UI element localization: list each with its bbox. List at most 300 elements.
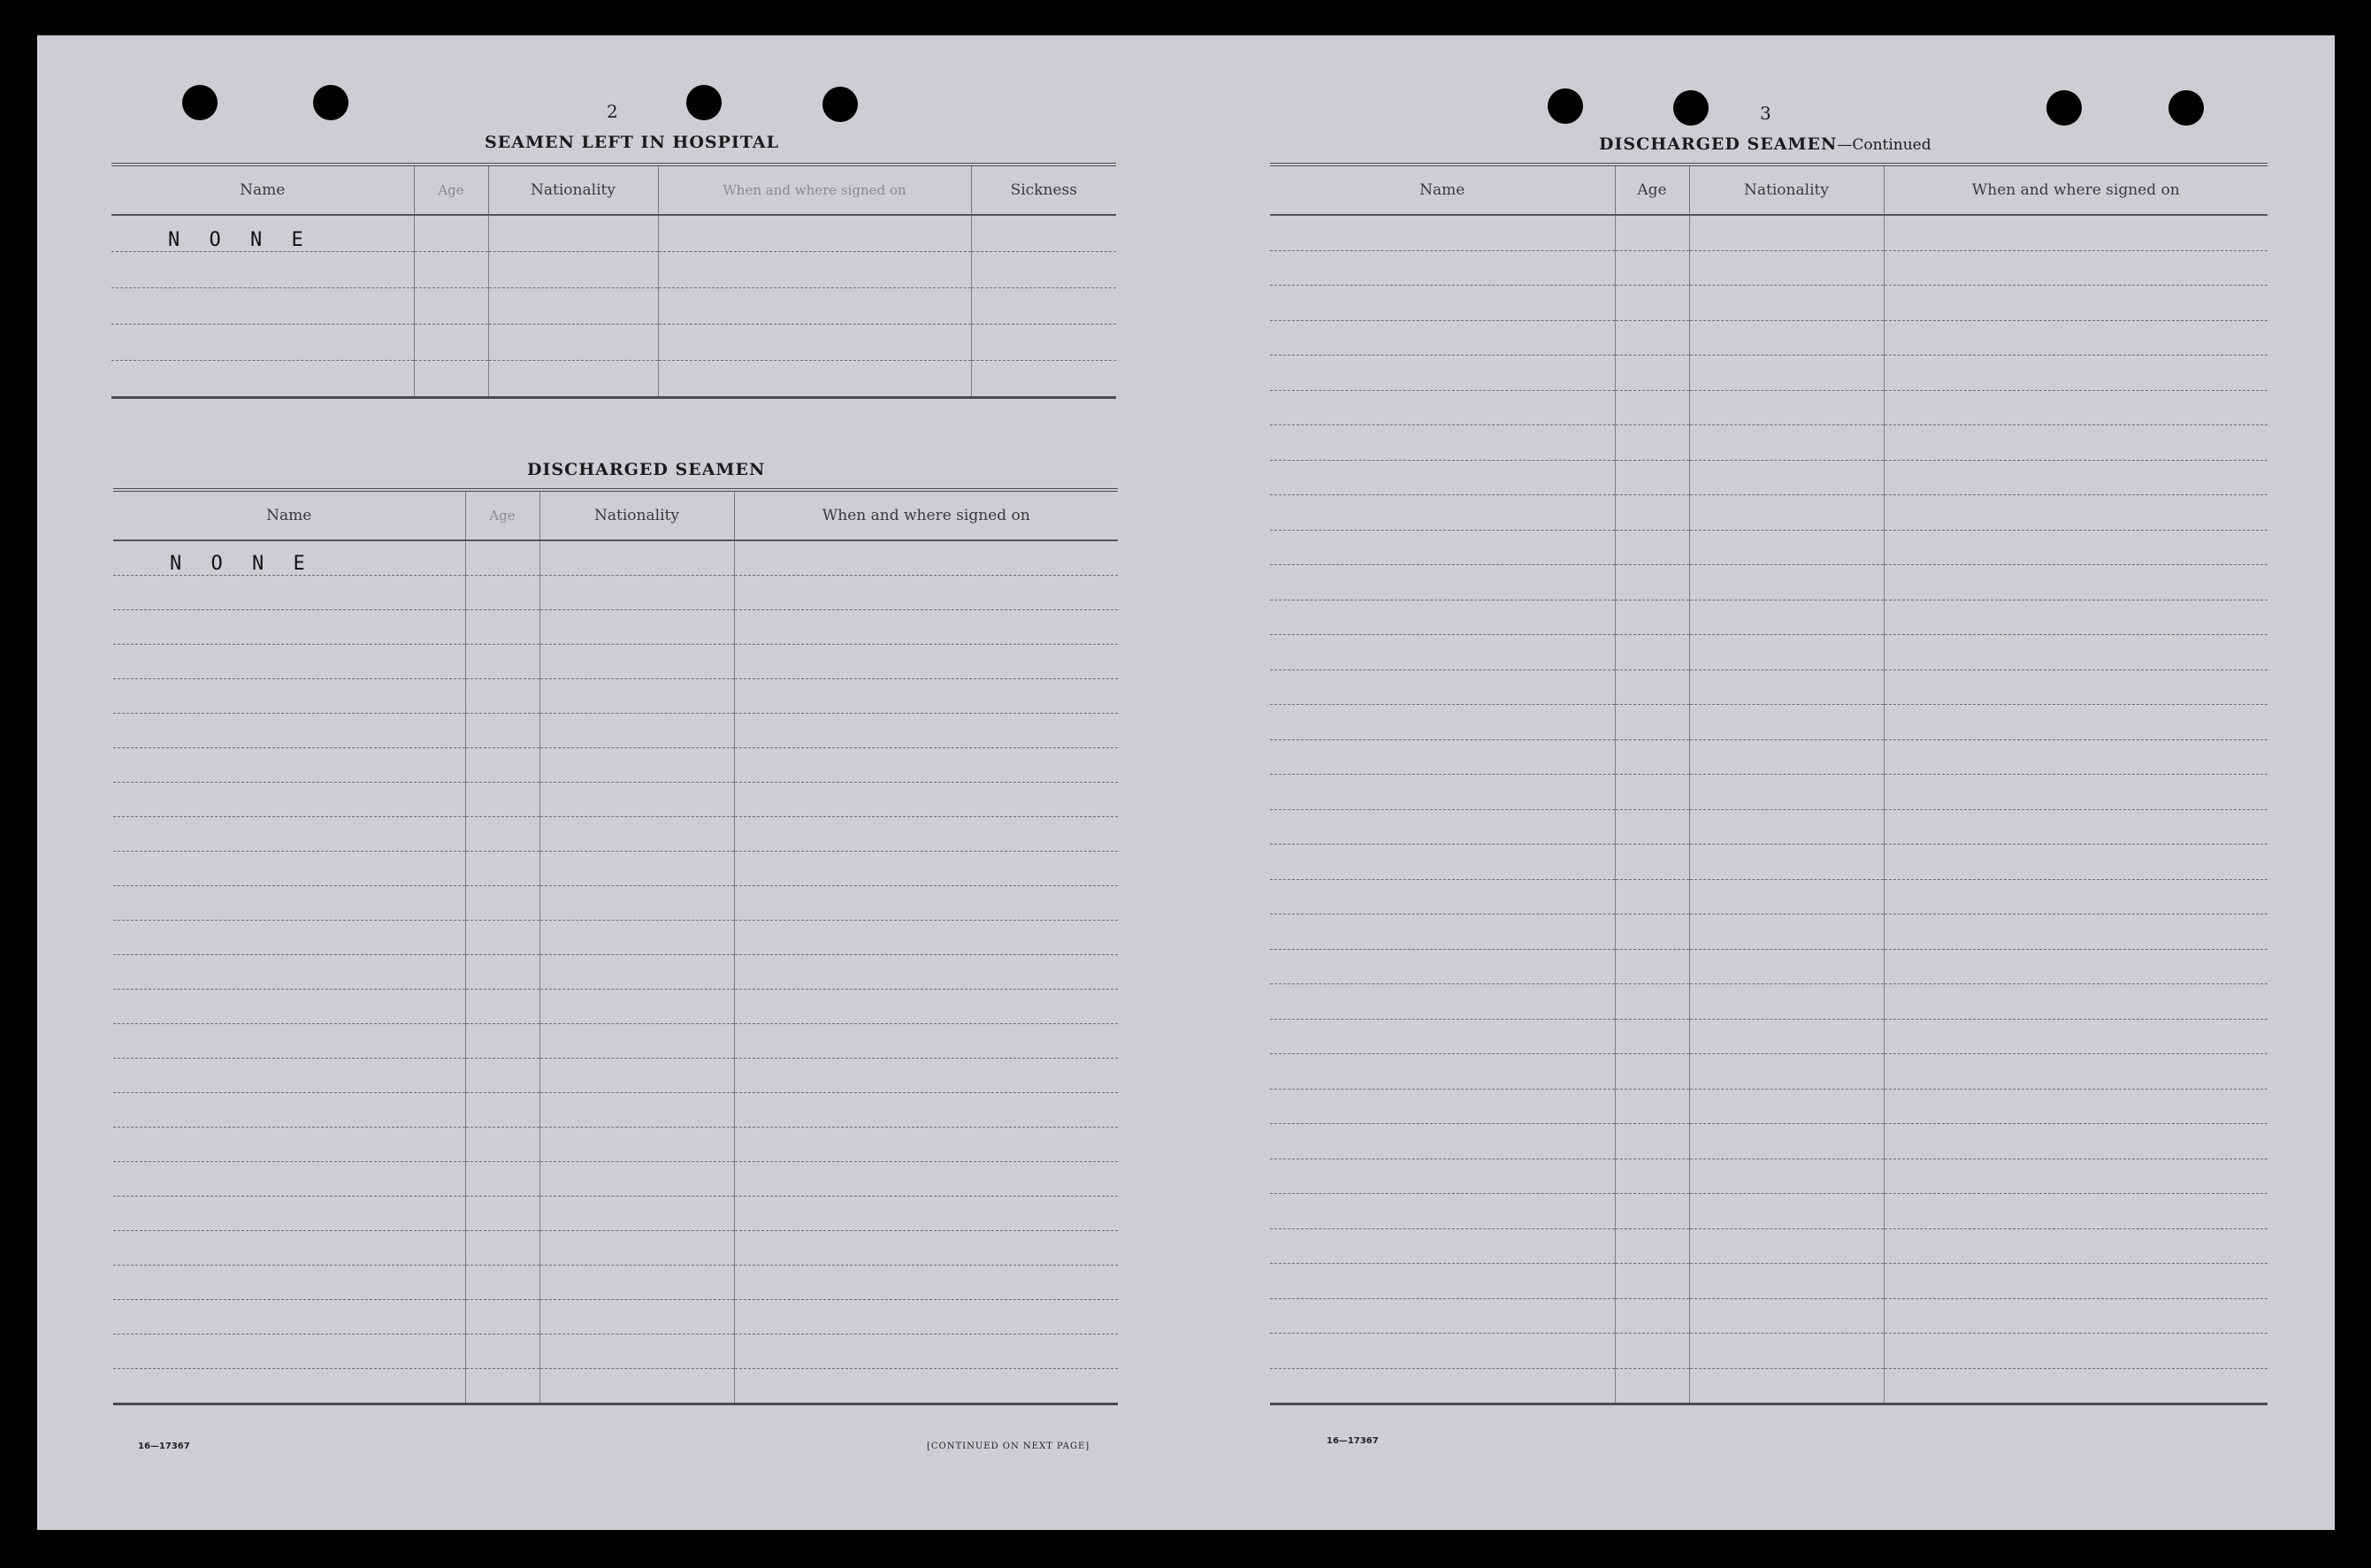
table-cell[interactable] xyxy=(1270,809,1615,845)
table-cell[interactable] xyxy=(1689,1159,1884,1194)
table-cell[interactable] xyxy=(465,1266,539,1300)
table-cell[interactable] xyxy=(539,783,734,817)
table-cell[interactable] xyxy=(1884,286,2268,321)
table-cell[interactable] xyxy=(113,852,465,886)
table-cell[interactable] xyxy=(1615,879,1689,914)
table-cell[interactable] xyxy=(465,610,539,645)
table-row xyxy=(113,1369,1118,1404)
table-cell[interactable] xyxy=(1615,705,1689,740)
table-cell[interactable] xyxy=(1615,460,1689,495)
table-cell[interactable] xyxy=(1270,879,1615,914)
table-cell[interactable] xyxy=(539,1369,734,1404)
table-cell[interactable] xyxy=(1884,1334,2268,1369)
table-row xyxy=(1270,390,2268,425)
table-cell[interactable] xyxy=(734,1059,1118,1093)
table-cell[interactable] xyxy=(539,1300,734,1335)
table-cell[interactable] xyxy=(488,252,658,288)
table-cell[interactable] xyxy=(1615,984,1689,1020)
table-cell[interactable] xyxy=(113,1231,465,1266)
table-cell[interactable] xyxy=(539,1162,734,1197)
table-cell[interactable] xyxy=(1270,1124,1615,1159)
table-cell[interactable] xyxy=(1270,1368,1615,1404)
table-cell[interactable] xyxy=(1615,669,1689,705)
table-cell[interactable] xyxy=(1270,1159,1615,1194)
table-cell[interactable] xyxy=(1615,1298,1689,1334)
table-cell[interactable] xyxy=(465,1093,539,1128)
table-cell[interactable] xyxy=(1270,1089,1615,1124)
table-cell[interactable] xyxy=(1615,600,1689,635)
table-cell[interactable] xyxy=(111,361,414,398)
table-cell[interactable] xyxy=(1884,705,2268,740)
table-row xyxy=(1270,250,2268,286)
table-cell[interactable] xyxy=(1270,984,1615,1020)
table-cell[interactable] xyxy=(734,610,1118,645)
discharged-table-right xyxy=(1270,163,2268,1405)
table-cell[interactable] xyxy=(465,817,539,852)
table-cell[interactable] xyxy=(1689,1019,1884,1054)
table-cell[interactable] xyxy=(971,252,1116,288)
table-cell[interactable] xyxy=(1884,879,2268,914)
table-cell[interactable] xyxy=(414,252,488,288)
table-cell[interactable] xyxy=(1615,495,1689,531)
table-cell[interactable] xyxy=(113,955,465,990)
table-cell[interactable] xyxy=(1884,1264,2268,1299)
table-cell[interactable] xyxy=(539,1197,734,1231)
table-row xyxy=(1270,984,2268,1020)
table-cell[interactable] xyxy=(734,1197,1118,1231)
table-cell[interactable] xyxy=(734,955,1118,990)
table-cell[interactable] xyxy=(1689,1298,1884,1334)
table-cell[interactable] xyxy=(1615,1334,1689,1369)
table-cell[interactable] xyxy=(539,714,734,748)
table-row xyxy=(1270,1194,2268,1229)
table-cell[interactable] xyxy=(1615,1089,1689,1124)
table-row xyxy=(111,288,1116,325)
table-cell[interactable] xyxy=(1270,949,1615,984)
table-cell[interactable] xyxy=(111,325,414,361)
table-cell[interactable] xyxy=(1270,739,1615,775)
table-cell[interactable] xyxy=(1689,914,1884,950)
table-cell[interactable] xyxy=(1884,809,2268,845)
table-cell[interactable] xyxy=(1689,1334,1884,1369)
table-cell[interactable] xyxy=(1270,250,1615,286)
table-cell[interactable] xyxy=(1884,949,2268,984)
table-cell[interactable] xyxy=(113,714,465,748)
table-cell[interactable] xyxy=(113,1266,465,1300)
table-cell[interactable] xyxy=(1615,914,1689,950)
table-cell[interactable] xyxy=(465,990,539,1024)
table-cell[interactable] xyxy=(1270,1298,1615,1334)
table-cell[interactable] xyxy=(1270,286,1615,321)
table-cell[interactable] xyxy=(539,748,734,783)
table-cell[interactable] xyxy=(734,852,1118,886)
table-row xyxy=(1270,845,2268,880)
table-cell[interactable] xyxy=(465,1300,539,1335)
table-cell[interactable] xyxy=(734,990,1118,1024)
table-row xyxy=(113,1024,1118,1059)
table-cell[interactable] xyxy=(658,252,971,288)
table-row xyxy=(113,1266,1118,1300)
table-row xyxy=(113,1059,1118,1093)
table-cell[interactable] xyxy=(1270,1264,1615,1299)
table-cell[interactable] xyxy=(734,886,1118,921)
table-cell[interactable] xyxy=(113,1369,465,1404)
table-cell[interactable] xyxy=(113,610,465,645)
table-cell[interactable] xyxy=(1270,1054,1615,1090)
table-row xyxy=(113,817,1118,852)
table-cell[interactable] xyxy=(734,576,1118,610)
table-cell[interactable] xyxy=(1884,1124,2268,1159)
table-cell[interactable] xyxy=(734,783,1118,817)
table-cell[interactable] xyxy=(1615,286,1689,321)
table-cell[interactable] xyxy=(734,540,1118,576)
table-cell[interactable] xyxy=(1884,984,2268,1020)
table-cell[interactable] xyxy=(1615,425,1689,461)
table-cell[interactable] xyxy=(1689,775,1884,810)
table-cell[interactable] xyxy=(734,748,1118,783)
table-row xyxy=(1270,356,2268,391)
table-cell[interactable] xyxy=(1884,250,2268,286)
table-cell[interactable] xyxy=(1884,1089,2268,1124)
table-cell[interactable] xyxy=(1689,460,1884,495)
table-row xyxy=(1270,775,2268,810)
table-cell[interactable] xyxy=(1270,460,1615,495)
table-cell[interactable] xyxy=(414,215,488,252)
table-cell[interactable] xyxy=(734,1162,1118,1197)
table-cell[interactable] xyxy=(1689,1089,1884,1124)
table-cell[interactable] xyxy=(465,1059,539,1093)
table-cell[interactable] xyxy=(539,1059,734,1093)
table-cell[interactable] xyxy=(1884,215,2268,250)
table-cell[interactable] xyxy=(539,540,734,576)
table-cell[interactable] xyxy=(113,1162,465,1197)
column-header: Age xyxy=(414,164,488,215)
table-row xyxy=(1270,1368,2268,1404)
table-cell[interactable] xyxy=(1884,460,2268,495)
table-cell[interactable] xyxy=(1270,425,1615,461)
table-cell[interactable] xyxy=(1689,215,1884,250)
table-cell[interactable] xyxy=(1270,1194,1615,1229)
table-row xyxy=(1270,1054,2268,1090)
table-cell[interactable] xyxy=(1884,775,2268,810)
table-cell[interactable] xyxy=(734,1128,1118,1162)
table-cell[interactable] xyxy=(1884,914,2268,950)
table-cell[interactable] xyxy=(1689,705,1884,740)
table-cell[interactable] xyxy=(113,886,465,921)
table-cell[interactable] xyxy=(465,921,539,955)
table-cell[interactable] xyxy=(113,679,465,714)
table-cell[interactable] xyxy=(1689,1054,1884,1090)
table-cell[interactable] xyxy=(113,1093,465,1128)
table-row xyxy=(113,1128,1118,1162)
page-right xyxy=(1187,35,2335,1530)
table-cell[interactable] xyxy=(1689,286,1884,321)
table-cell[interactable] xyxy=(1615,1368,1689,1404)
table-cell[interactable] xyxy=(539,1128,734,1162)
table-cell[interactable] xyxy=(465,1197,539,1231)
table-cell[interactable] xyxy=(465,1335,539,1369)
table-cell[interactable] xyxy=(1615,390,1689,425)
table-cell[interactable] xyxy=(1270,635,1615,670)
table-cell[interactable] xyxy=(113,748,465,783)
table-cell[interactable] xyxy=(734,1335,1118,1369)
table-cell[interactable] xyxy=(1689,425,1884,461)
table-cell[interactable] xyxy=(1884,530,2268,565)
table-cell[interactable] xyxy=(1884,1228,2268,1264)
table-cell[interactable] xyxy=(1270,390,1615,425)
table-cell[interactable] xyxy=(1884,320,2268,356)
table-cell[interactable] xyxy=(539,990,734,1024)
table-row xyxy=(1270,949,2268,984)
table-cell[interactable] xyxy=(1689,949,1884,984)
table-cell[interactable] xyxy=(658,288,971,325)
table-cell[interactable] xyxy=(1689,250,1884,286)
table-cell[interactable] xyxy=(1884,600,2268,635)
table-cell[interactable] xyxy=(111,288,414,325)
table-cell[interactable] xyxy=(1689,1228,1884,1264)
table-cell[interactable] xyxy=(1615,530,1689,565)
table-cell[interactable] xyxy=(1615,356,1689,391)
table-cell[interactable] xyxy=(1689,845,1884,880)
table-cell[interactable] xyxy=(734,645,1118,679)
table-cell[interactable] xyxy=(1270,1228,1615,1264)
table-cell[interactable] xyxy=(1884,1368,2268,1404)
table-cell[interactable] xyxy=(658,361,971,398)
table-cell[interactable] xyxy=(1615,635,1689,670)
table-row xyxy=(1270,286,2268,321)
table-cell[interactable] xyxy=(1884,1159,2268,1194)
page-number: 2 xyxy=(607,101,618,122)
table-cell[interactable] xyxy=(1884,845,2268,880)
table-cell[interactable] xyxy=(1689,879,1884,914)
table-cell[interactable] xyxy=(1689,495,1884,531)
table-cell[interactable] xyxy=(1615,1194,1689,1229)
table-cell[interactable] xyxy=(414,288,488,325)
table-cell[interactable] xyxy=(1270,914,1615,950)
table-cell[interactable] xyxy=(1615,1019,1689,1054)
table-cell[interactable] xyxy=(1884,635,2268,670)
table-cell[interactable] xyxy=(465,1128,539,1162)
table-cell[interactable] xyxy=(1615,565,1689,600)
table-cell[interactable] xyxy=(539,955,734,990)
table-row xyxy=(113,1231,1118,1266)
table-cell[interactable] xyxy=(1689,669,1884,705)
table-cell[interactable] xyxy=(1615,250,1689,286)
punch-hole xyxy=(182,85,218,120)
table-cell[interactable] xyxy=(1270,530,1615,565)
table-cell[interactable] xyxy=(539,610,734,645)
table-cell[interactable] xyxy=(1270,775,1615,810)
table-cell[interactable] xyxy=(1689,984,1884,1020)
table-cell[interactable] xyxy=(1615,809,1689,845)
table-cell[interactable]: N O N E xyxy=(111,215,414,252)
table-cell[interactable] xyxy=(465,645,539,679)
table-cell[interactable] xyxy=(113,921,465,955)
table-cell[interactable] xyxy=(1884,565,2268,600)
table-cell[interactable] xyxy=(539,576,734,610)
table-cell[interactable] xyxy=(1270,215,1615,250)
table-cell[interactable] xyxy=(465,1024,539,1059)
table-cell[interactable] xyxy=(1884,739,2268,775)
table-cell[interactable] xyxy=(1689,635,1884,670)
table-cell[interactable] xyxy=(113,1197,465,1231)
table-cell[interactable] xyxy=(1615,1264,1689,1299)
table-cell[interactable] xyxy=(465,714,539,748)
table-cell[interactable] xyxy=(1689,530,1884,565)
table-cell[interactable] xyxy=(113,1059,465,1093)
table-cell[interactable] xyxy=(971,361,1116,398)
table-cell[interactable] xyxy=(1615,1124,1689,1159)
table-cell[interactable] xyxy=(539,1093,734,1128)
table-cell[interactable] xyxy=(1270,1334,1615,1369)
table-cell[interactable] xyxy=(1689,1264,1884,1299)
table-cell[interactable] xyxy=(734,921,1118,955)
table-cell[interactable] xyxy=(111,252,414,288)
table-cell[interactable] xyxy=(113,990,465,1024)
table-cell[interactable] xyxy=(465,852,539,886)
table-cell[interactable] xyxy=(1884,1054,2268,1090)
table-cell[interactable] xyxy=(1270,845,1615,880)
table-cell[interactable] xyxy=(539,817,734,852)
table-cell[interactable] xyxy=(1689,1194,1884,1229)
table-cell[interactable] xyxy=(1615,949,1689,984)
table-cell[interactable] xyxy=(465,783,539,817)
table-cell[interactable] xyxy=(1270,669,1615,705)
table-cell[interactable]: N O N E xyxy=(113,540,465,576)
table-cell[interactable] xyxy=(1689,320,1884,356)
table-cell[interactable] xyxy=(1615,1228,1689,1264)
table-cell[interactable] xyxy=(539,1266,734,1300)
table-cell[interactable] xyxy=(465,1162,539,1197)
table-cell[interactable] xyxy=(465,748,539,783)
table-cell[interactable] xyxy=(488,288,658,325)
table-cell[interactable] xyxy=(734,817,1118,852)
table-cell[interactable] xyxy=(113,1335,465,1369)
table-cell[interactable] xyxy=(1270,565,1615,600)
table-cell[interactable] xyxy=(414,361,488,398)
table-cell[interactable] xyxy=(1615,320,1689,356)
table-cell[interactable] xyxy=(488,361,658,398)
table-cell[interactable] xyxy=(113,576,465,610)
table-cell[interactable] xyxy=(113,1300,465,1335)
table-cell[interactable] xyxy=(539,1024,734,1059)
table-cell[interactable] xyxy=(1884,390,2268,425)
table-cell[interactable] xyxy=(488,325,658,361)
table-cell[interactable] xyxy=(971,215,1116,252)
column-header: When and where signed on xyxy=(734,490,1118,540)
table-cell[interactable] xyxy=(1615,845,1689,880)
table-cell[interactable] xyxy=(658,215,971,252)
table-cell[interactable] xyxy=(1689,390,1884,425)
table-cell[interactable] xyxy=(971,288,1116,325)
table-row xyxy=(113,1300,1118,1335)
table-row xyxy=(1270,809,2268,845)
table-cell[interactable] xyxy=(539,679,734,714)
table-row xyxy=(113,990,1118,1024)
table-cell[interactable] xyxy=(658,325,971,361)
table-cell[interactable] xyxy=(1270,600,1615,635)
table-cell[interactable] xyxy=(1689,356,1884,391)
table-cell[interactable] xyxy=(113,1128,465,1162)
table-cell[interactable] xyxy=(1884,1019,2268,1054)
table-cell[interactable] xyxy=(539,1231,734,1266)
table-cell[interactable] xyxy=(734,1369,1118,1404)
table-cell[interactable] xyxy=(465,955,539,990)
table-cell[interactable] xyxy=(1689,1124,1884,1159)
table-cell[interactable] xyxy=(1884,669,2268,705)
table-cell[interactable] xyxy=(539,1335,734,1369)
table-cell[interactable] xyxy=(971,325,1116,361)
table-row xyxy=(1270,1334,2268,1369)
table-cell[interactable] xyxy=(1270,705,1615,740)
punch-hole xyxy=(686,85,722,120)
table-cell[interactable] xyxy=(1615,739,1689,775)
table-cell[interactable] xyxy=(539,886,734,921)
table-cell[interactable] xyxy=(734,1093,1118,1128)
table-cell[interactable] xyxy=(488,215,658,252)
table-cell[interactable] xyxy=(465,886,539,921)
table-cell[interactable] xyxy=(465,1369,539,1404)
table-cell[interactable] xyxy=(1270,356,1615,391)
table-cell[interactable] xyxy=(539,921,734,955)
column-header: Nationality xyxy=(539,490,734,540)
table-cell[interactable] xyxy=(1270,1019,1615,1054)
column-header: Sickness xyxy=(971,164,1116,215)
table-cell[interactable] xyxy=(1689,809,1884,845)
table-row xyxy=(111,361,1116,398)
table-row xyxy=(1270,669,2268,705)
table-cell[interactable] xyxy=(1884,1298,2268,1334)
table-cell[interactable] xyxy=(1615,215,1689,250)
discharged-left-table-header xyxy=(113,490,1118,540)
discharged-table-left xyxy=(113,488,1118,1405)
table-row xyxy=(1270,1089,2268,1124)
table-cell[interactable] xyxy=(465,1231,539,1266)
table-row xyxy=(1270,739,2268,775)
table-cell[interactable] xyxy=(734,1024,1118,1059)
table-cell[interactable] xyxy=(734,1266,1118,1300)
table-cell[interactable] xyxy=(1689,600,1884,635)
table-cell[interactable] xyxy=(734,1300,1118,1335)
table-cell[interactable] xyxy=(465,679,539,714)
table-cell[interactable] xyxy=(465,540,539,576)
table-cell[interactable] xyxy=(1884,356,2268,391)
table-cell[interactable] xyxy=(1884,1194,2268,1229)
table-cell[interactable] xyxy=(734,1231,1118,1266)
table-cell[interactable] xyxy=(539,645,734,679)
table-cell[interactable] xyxy=(414,325,488,361)
table-cell[interactable] xyxy=(1270,320,1615,356)
table-cell[interactable] xyxy=(1270,495,1615,531)
table-cell[interactable] xyxy=(1689,1368,1884,1404)
table-cell[interactable] xyxy=(734,679,1118,714)
table-cell[interactable] xyxy=(113,783,465,817)
table-row xyxy=(113,1197,1118,1231)
table-cell[interactable] xyxy=(1689,739,1884,775)
table-cell[interactable] xyxy=(734,714,1118,748)
table-cell[interactable] xyxy=(539,852,734,886)
table-cell[interactable] xyxy=(1615,1159,1689,1194)
table-cell[interactable] xyxy=(113,645,465,679)
table-cell[interactable] xyxy=(465,576,539,610)
table-cell[interactable] xyxy=(1615,775,1689,810)
table-cell[interactable] xyxy=(1615,1054,1689,1090)
table-cell[interactable] xyxy=(1689,565,1884,600)
table-cell[interactable] xyxy=(1884,495,2268,531)
table-cell[interactable] xyxy=(113,1024,465,1059)
table-cell[interactable] xyxy=(113,817,465,852)
table-cell[interactable] xyxy=(1884,425,2268,461)
